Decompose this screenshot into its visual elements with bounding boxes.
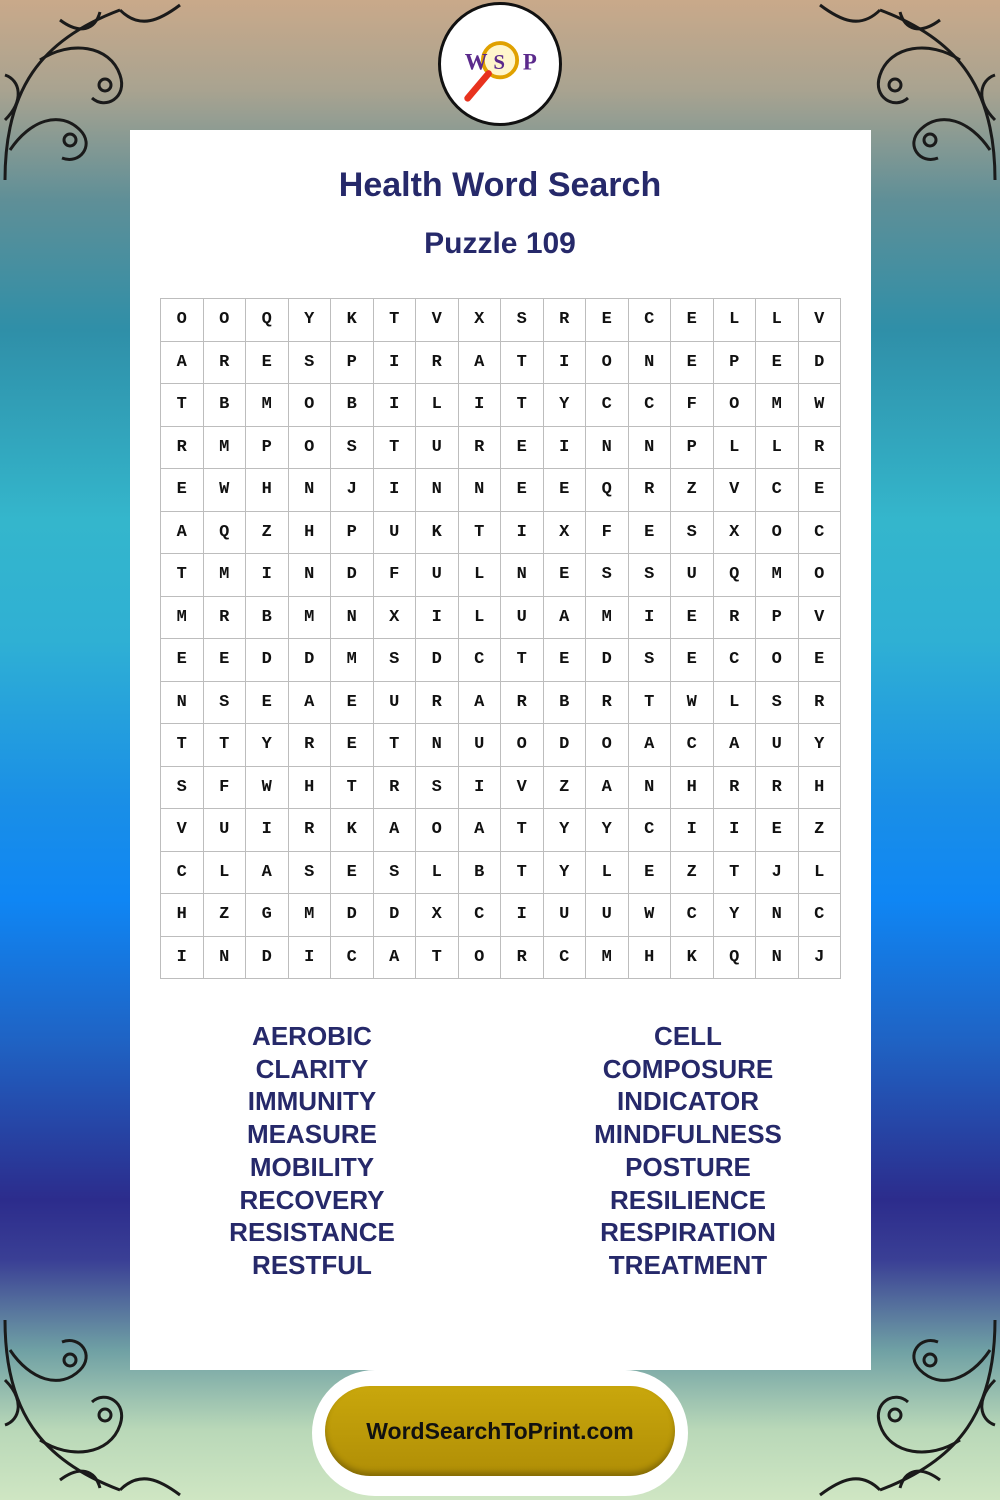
grid-cell[interactable]: X [713,511,756,554]
grid-cell[interactable]: Z [246,511,289,554]
puzzle-number: Puzzle 109 [424,227,576,260]
grid-cell[interactable]: M [331,639,374,682]
grid-cell[interactable]: E [246,341,289,384]
grid-cell[interactable]: A [373,809,416,852]
grid-cell[interactable]: E [501,426,544,469]
grid-cell[interactable]: M [586,936,629,979]
grid-row [161,511,841,554]
grid-cell[interactable]: U [416,426,459,469]
grid-cell[interactable]: E [798,639,841,682]
grid-cell[interactable]: N [416,469,459,512]
grid-cell[interactable]: L [713,299,756,342]
grid-cell[interactable]: P [331,341,374,384]
grid-cell[interactable]: T [713,851,756,894]
grid-cell[interactable]: S [331,426,374,469]
grid-cell[interactable]: Q [713,936,756,979]
grid-cell[interactable]: U [203,809,246,852]
grid-cell[interactable]: M [246,384,289,427]
grid-cell[interactable]: D [373,894,416,937]
word-item: CLARITY [255,1053,369,1084]
grid-cell[interactable]: I [671,809,714,852]
grid-cell[interactable]: R [161,426,204,469]
grid-cell[interactable]: N [458,469,501,512]
grid-cell[interactable]: I [246,809,289,852]
grid-cell[interactable]: R [798,426,841,469]
grid-cell[interactable]: H [161,894,204,937]
grid-cell[interactable]: C [628,384,671,427]
grid-cell[interactable]: L [756,426,799,469]
grid-cell[interactable]: I [288,936,331,979]
word-item: INDICATOR [616,1086,760,1117]
grid-cell[interactable]: T [501,851,544,894]
grid-cell[interactable]: T [161,554,204,597]
grid-cell[interactable]: Q [586,469,629,512]
grid-cell[interactable]: E [501,469,544,512]
grid-row [161,299,841,342]
grid-cell[interactable]: N [203,936,246,979]
grid-cell[interactable]: M [756,384,799,427]
grid-cell[interactable]: T [161,384,204,427]
word-item: CELL [654,1021,722,1051]
grid-cell[interactable]: U [543,894,586,937]
website-button[interactable] [325,1386,675,1476]
grid-cell[interactable]: Z [671,851,714,894]
word-item: COMPOSURE [602,1053,774,1084]
grid-cell[interactable]: A [458,809,501,852]
grid-cell[interactable]: Y [246,724,289,767]
grid-cell[interactable]: V [161,809,204,852]
grid-row [161,809,841,852]
grid-cell[interactable]: F [586,511,629,554]
grid-cell[interactable]: E [671,341,714,384]
grid-cell[interactable]: B [246,596,289,639]
grid-cell[interactable]: I [628,596,671,639]
grid-cell[interactable]: C [628,299,671,342]
grid-cell[interactable]: J [798,936,841,979]
grid-cell[interactable]: I [713,809,756,852]
grid-cell[interactable]: I [161,936,204,979]
word-list-left [162,1020,462,1282]
grid-cell[interactable]: A [246,851,289,894]
grid-cell[interactable]: U [501,596,544,639]
grid-cell[interactable]: T [416,936,459,979]
grid-cell[interactable]: P [331,511,374,554]
grid-cell[interactable]: Y [288,299,331,342]
grid-cell[interactable]: A [713,724,756,767]
website-label: WordSearchToPrint.com [366,1417,634,1444]
grid-cell[interactable]: W [628,894,671,937]
grid-cell[interactable]: U [416,554,459,597]
grid-cell[interactable]: X [373,596,416,639]
grid-cell[interactable]: E [161,469,204,512]
grid-row [161,639,841,682]
grid-cell[interactable]: H [246,469,289,512]
grid-cell[interactable]: T [458,511,501,554]
grid-cell[interactable]: V [798,299,841,342]
grid-cell[interactable]: K [331,809,374,852]
grid-cell[interactable]: O [161,299,204,342]
grid-cell[interactable]: I [543,341,586,384]
grid-cell[interactable]: T [501,341,544,384]
grid-cell[interactable]: T [373,299,416,342]
grid-cell[interactable]: E [543,639,586,682]
word-item: MINDFULNESS [594,1119,782,1150]
grid-cell[interactable]: N [586,426,629,469]
grid-cell[interactable]: R [586,681,629,724]
grid-cell[interactable]: D [331,554,374,597]
grid-cell[interactable]: C [671,894,714,937]
grid-cell[interactable]: M [161,596,204,639]
grid-cell[interactable]: E [798,469,841,512]
grid-cell[interactable]: N [501,554,544,597]
grid-cell[interactable]: L [458,554,501,597]
grid-cell[interactable]: A [458,341,501,384]
grid-cell[interactable]: R [628,469,671,512]
grid-cell[interactable]: C [331,936,374,979]
grid-cell[interactable]: C [458,894,501,937]
grid-cell[interactable]: N [288,469,331,512]
grid-cell[interactable]: H [628,936,671,979]
grid-cell[interactable]: N [628,341,671,384]
grid-cell[interactable]: R [203,341,246,384]
grid-cell[interactable]: O [458,936,501,979]
grid-cell[interactable]: R [713,596,756,639]
grid-cell[interactable]: L [458,596,501,639]
grid-cell[interactable]: R [756,766,799,809]
grid-cell[interactable]: U [373,681,416,724]
grid-cell[interactable]: O [756,639,799,682]
grid-cell[interactable]: W [203,469,246,512]
grid-cell[interactable]: R [501,936,544,979]
grid-cell[interactable]: E [543,554,586,597]
grid-cell[interactable]: V [798,596,841,639]
grid-cell[interactable]: T [501,809,544,852]
grid-cell[interactable]: R [458,426,501,469]
grid-cell[interactable]: S [628,639,671,682]
grid-cell[interactable]: M [203,554,246,597]
grid-cell[interactable]: R [798,681,841,724]
grid-cell[interactable]: U [756,724,799,767]
word-item: MOBILITY [249,1151,375,1182]
grid-cell[interactable]: D [246,936,289,979]
grid-cell[interactable]: K [416,511,459,554]
grid-cell[interactable]: I [246,554,289,597]
grid-cell[interactable]: I [501,894,544,937]
grid-cell[interactable]: S [756,681,799,724]
grid-cell[interactable]: B [203,384,246,427]
grid-cell[interactable]: C [458,639,501,682]
grid-cell[interactable]: L [756,299,799,342]
grid-cell[interactable]: Y [713,894,756,937]
grid-cell[interactable]: F [203,766,246,809]
grid-cell[interactable]: M [288,596,331,639]
grid-cell[interactable]: K [671,936,714,979]
word-item: RECOVERY [239,1184,385,1215]
grid-cell[interactable]: E [671,639,714,682]
grid-row [161,766,841,809]
grid-cell[interactable]: C [628,809,671,852]
letter-grid[interactable] [160,298,841,979]
grid-cell[interactable]: D [246,639,289,682]
grid-cell[interactable]: D [331,894,374,937]
grid-cell[interactable]: B [458,851,501,894]
grid-cell[interactable]: R [373,766,416,809]
word-item: POSTURE [625,1151,751,1182]
grid-cell[interactable]: R [543,299,586,342]
grid-cell[interactable]: A [161,511,204,554]
grid-cell[interactable]: O [203,299,246,342]
grid-cell[interactable]: W [671,681,714,724]
grid-cell[interactable]: N [288,554,331,597]
grid-cell[interactable]: W [798,384,841,427]
grid-cell[interactable]: N [756,936,799,979]
grid-cell[interactable]: X [458,299,501,342]
grid-cell[interactable]: E [331,681,374,724]
grid-cell[interactable]: M [586,596,629,639]
grid-cell[interactable]: X [543,511,586,554]
grid-cell[interactable]: R [713,766,756,809]
grid-cell[interactable]: N [161,681,204,724]
grid-cell[interactable]: E [331,851,374,894]
grid-cell[interactable]: F [373,554,416,597]
grid-cell[interactable]: E [246,681,289,724]
grid-cell[interactable]: Z [671,469,714,512]
grid-cell[interactable]: I [373,469,416,512]
grid-cell[interactable]: C [586,384,629,427]
grid-cell[interactable]: S [288,341,331,384]
grid-cell[interactable]: A [543,596,586,639]
grid-cell[interactable]: S [416,766,459,809]
word-item: RESISTANCE [229,1217,395,1248]
logo-letter-s: S [493,49,505,74]
grid-cell[interactable]: S [288,851,331,894]
word-item: RESILIENCE [609,1184,767,1215]
grid-row [161,596,841,639]
page-title: Health Word Search [338,166,662,204]
grid-cell[interactable]: Q [713,554,756,597]
word-item: IMMUNITY [247,1086,377,1117]
grid-cell[interactable]: C [798,894,841,937]
grid-cell[interactable]: O [501,724,544,767]
word-list-right [538,1020,838,1282]
grid-cell[interactable]: V [416,299,459,342]
grid-cell[interactable]: U [671,554,714,597]
word-item: RESPIRATION [600,1217,776,1248]
grid-cell[interactable]: C [671,724,714,767]
grid-cell[interactable]: G [246,894,289,937]
grid-cell[interactable]: F [671,384,714,427]
grid-cell[interactable]: L [203,851,246,894]
grid-cell[interactable]: T [501,639,544,682]
grid-row [161,724,841,767]
grid-cell[interactable]: C [161,851,204,894]
grid-cell[interactable]: R [416,341,459,384]
grid-row [161,936,841,979]
grid-cell[interactable]: I [373,384,416,427]
grid-cell[interactable]: K [331,299,374,342]
grid-cell[interactable]: Y [798,724,841,767]
grid-cell[interactable]: J [331,469,374,512]
grid-cell[interactable]: C [756,469,799,512]
grid-cell[interactable]: O [288,426,331,469]
grid-cell[interactable]: I [373,341,416,384]
grid-cell[interactable]: C [543,936,586,979]
grid-cell[interactable]: H [671,766,714,809]
grid-cell[interactable]: O [713,384,756,427]
grid-cell[interactable]: O [288,384,331,427]
grid-cell[interactable]: E [671,596,714,639]
grid-cell[interactable]: O [756,511,799,554]
grid-cell[interactable]: I [543,426,586,469]
grid-row [161,851,841,894]
grid-cell[interactable]: T [331,766,374,809]
grid-row [161,469,841,512]
grid-cell[interactable]: Z [543,766,586,809]
grid-cell[interactable]: V [713,469,756,512]
grid-cell[interactable]: E [671,299,714,342]
grid-cell[interactable]: U [458,724,501,767]
grid-cell[interactable]: N [628,426,671,469]
grid-cell[interactable]: H [288,766,331,809]
grid-cell[interactable]: S [671,511,714,554]
grid-cell[interactable]: D [586,639,629,682]
logo-letter-w: W [464,49,488,75]
grid-cell[interactable]: P [756,596,799,639]
grid-row [161,554,841,597]
grid-cell[interactable]: T [628,681,671,724]
grid-cell[interactable]: H [798,766,841,809]
grid-cell[interactable]: L [798,851,841,894]
grid-cell[interactable]: S [373,639,416,682]
grid-cell[interactable]: M [203,426,246,469]
grid-cell[interactable]: L [586,851,629,894]
grid-cell[interactable]: A [586,766,629,809]
grid-cell[interactable]: C [798,511,841,554]
grid-cell[interactable]: H [288,511,331,554]
grid-cell[interactable]: D [798,341,841,384]
grid-cell[interactable]: T [501,384,544,427]
grid-cell[interactable]: B [331,384,374,427]
grid-cell[interactable]: L [713,681,756,724]
grid-cell[interactable]: T [373,724,416,767]
grid-cell[interactable]: D [543,724,586,767]
grid-cell[interactable]: E [543,469,586,512]
grid-cell[interactable]: B [543,681,586,724]
grid-cell[interactable]: Q [246,299,289,342]
grid-cell[interactable]: Y [543,809,586,852]
grid-cell[interactable]: A [458,681,501,724]
grid-cell[interactable]: E [586,299,629,342]
grid-cell[interactable]: I [458,766,501,809]
grid-cell[interactable]: Y [543,384,586,427]
grid-cell[interactable]: Q [203,511,246,554]
grid-cell[interactable]: E [628,511,671,554]
grid-cell[interactable]: Z [203,894,246,937]
grid-cell[interactable]: Y [543,851,586,894]
grid-cell[interactable]: T [161,724,204,767]
grid-row [161,681,841,724]
grid-cell[interactable]: E [756,341,799,384]
grid-cell[interactable]: O [798,554,841,597]
grid-cell[interactable]: N [756,894,799,937]
grid-row [161,894,841,937]
grid-cell[interactable]: S [373,851,416,894]
grid-cell[interactable]: U [373,511,416,554]
word-item: RESTFUL [252,1249,372,1280]
grid-cell[interactable]: D [416,639,459,682]
grid-cell[interactable]: L [416,851,459,894]
grid-cell[interactable]: S [161,766,204,809]
grid-cell[interactable]: C [713,639,756,682]
grid-cell[interactable]: E [203,639,246,682]
grid-cell[interactable]: R [288,724,331,767]
grid-cell[interactable]: S [628,554,671,597]
grid-cell[interactable]: M [288,894,331,937]
grid-cell[interactable]: P [246,426,289,469]
word-item: AEROBIC [252,1021,372,1051]
grid-cell[interactable]: D [288,639,331,682]
grid-cell[interactable]: E [331,724,374,767]
wsp-logo[interactable] [438,2,562,126]
grid-cell[interactable]: N [331,596,374,639]
grid-cell[interactable]: W [246,766,289,809]
grid-cell[interactable]: P [671,426,714,469]
grid-cell[interactable]: A [288,681,331,724]
grid-cell[interactable]: V [501,766,544,809]
grid-cell[interactable]: E [628,851,671,894]
grid-cell[interactable]: J [756,851,799,894]
grid-cell[interactable]: O [586,341,629,384]
grid-cell[interactable]: T [203,724,246,767]
grid-cell[interactable]: I [458,384,501,427]
grid-cell[interactable]: S [203,681,246,724]
grid-row [161,426,841,469]
grid-cell[interactable]: N [628,766,671,809]
grid-cell[interactable]: R [416,681,459,724]
grid-cell[interactable]: S [586,554,629,597]
grid-cell[interactable]: I [501,511,544,554]
grid-cell[interactable]: L [416,384,459,427]
grid-cell[interactable]: A [373,936,416,979]
grid-cell[interactable]: P [713,341,756,384]
grid-cell[interactable]: T [373,426,416,469]
grid-cell[interactable]: E [161,639,204,682]
grid-cell[interactable]: O [586,724,629,767]
grid-row [161,341,841,384]
grid-cell[interactable]: A [161,341,204,384]
grid-cell[interactable]: L [713,426,756,469]
word-item: MEASURE [246,1119,377,1150]
grid-cell[interactable]: E [756,809,799,852]
grid-cell[interactable]: Z [798,809,841,852]
grid-cell[interactable]: U [586,894,629,937]
grid-cell[interactable]: S [501,299,544,342]
logo-letter-p: P [522,49,537,75]
grid-cell[interactable]: R [501,681,544,724]
grid-cell[interactable]: R [288,809,331,852]
grid-row [161,384,841,427]
grid-cell[interactable]: N [416,724,459,767]
grid-cell[interactable]: M [756,554,799,597]
grid-cell[interactable]: R [203,596,246,639]
word-item: TREATMENT [608,1249,768,1280]
grid-cell[interactable]: Y [586,809,629,852]
grid-cell[interactable]: O [416,809,459,852]
grid-cell[interactable]: X [416,894,459,937]
grid-cell[interactable]: A [628,724,671,767]
grid-cell[interactable]: I [416,596,459,639]
